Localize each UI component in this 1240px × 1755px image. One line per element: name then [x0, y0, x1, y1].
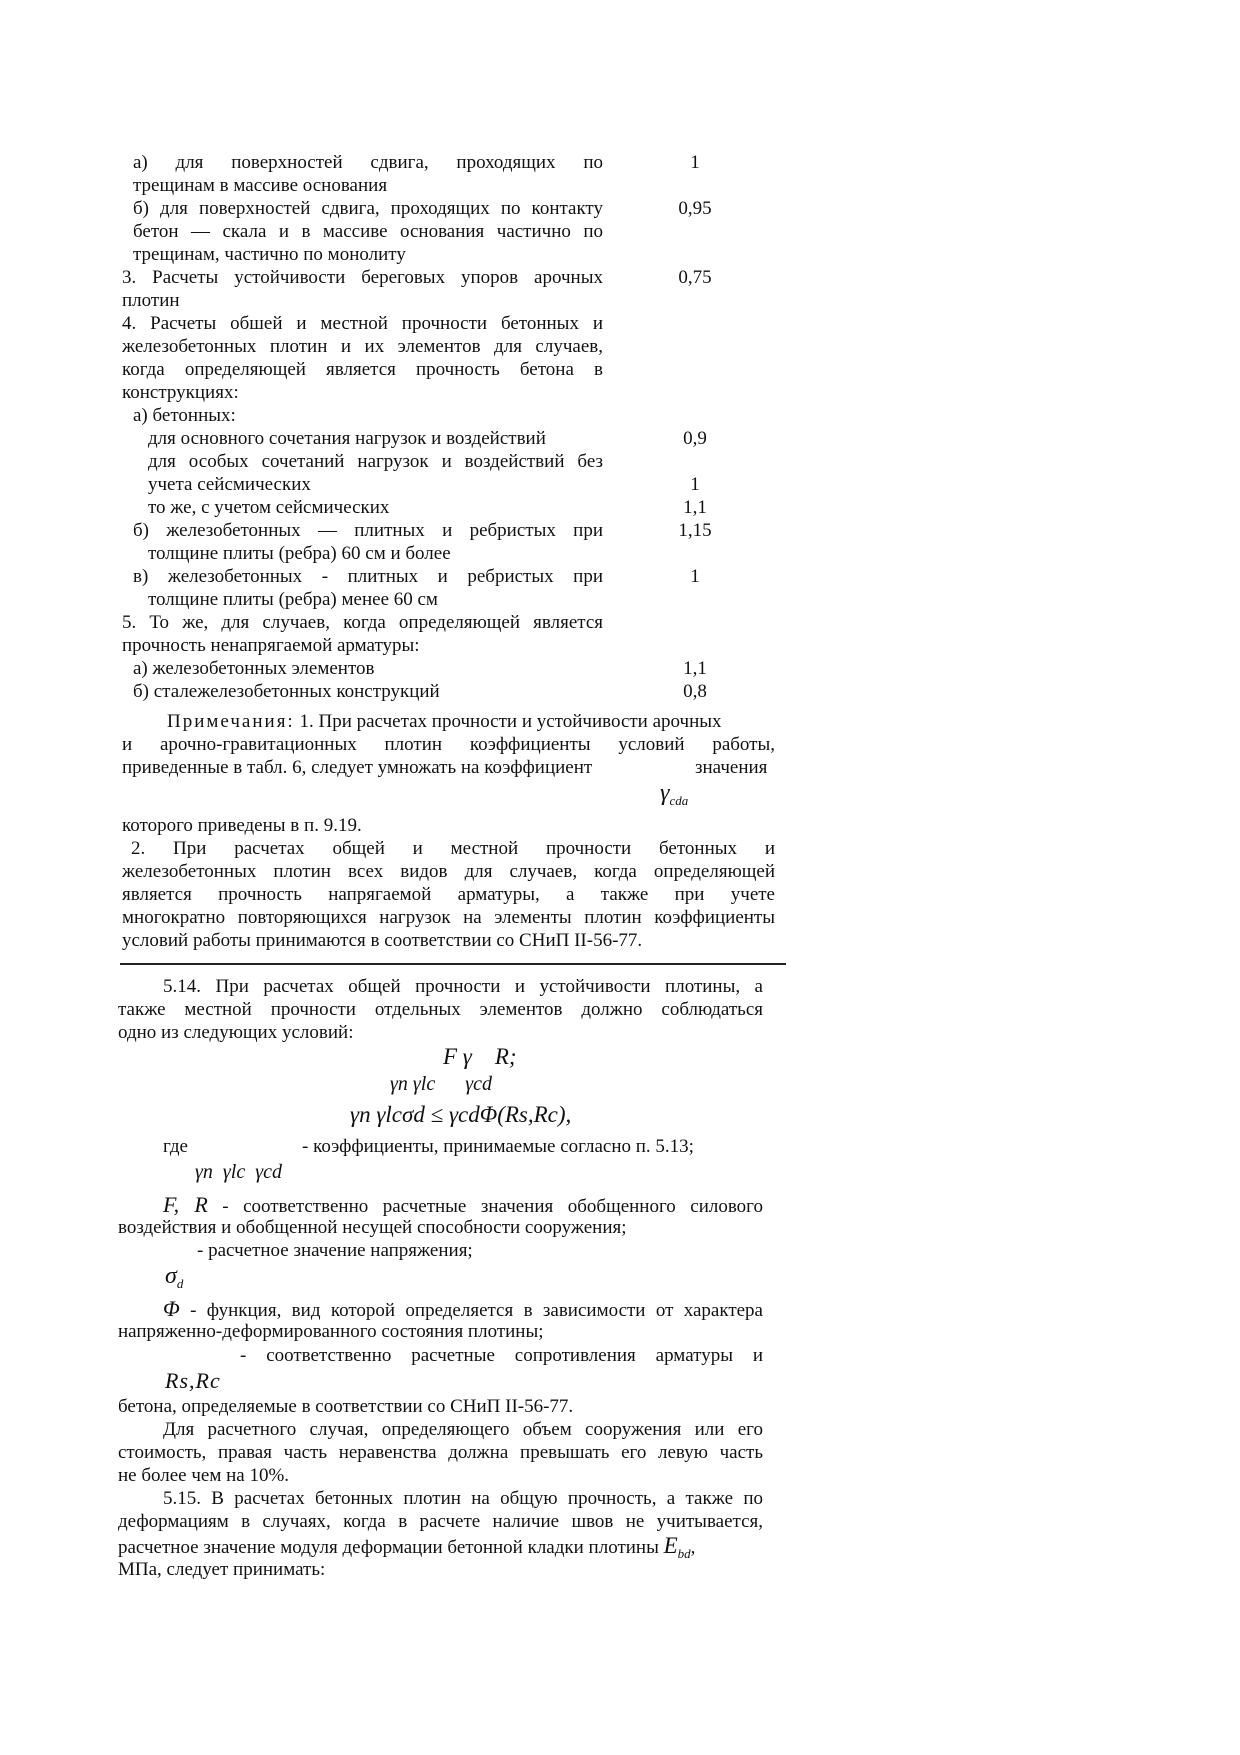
table-row-text: 3. Расчеты устойчивости береговых упоров арочных: [122, 267, 603, 288]
table-row-text: плотин: [122, 290, 180, 311]
formula-2: γn γlcσd ≤ γcdΦ(Rs,Rc),: [350, 1102, 572, 1127]
note1-text: 1. При расчетах прочности и устойчивости арочных: [294, 711, 722, 732]
table-row-text: а) железобетонных элементов: [133, 658, 375, 679]
table-row-value: 0,8: [683, 681, 707, 702]
clause-text: расчетное значение модуля деформации бетонной кладки плотины $E_{bd}$,: [118, 1533, 696, 1561]
note1-text: которого приведены в п. 9.19.: [122, 815, 362, 836]
note2-text: железобетонных плотин всех видов для случаев, когда определяющей: [122, 861, 775, 882]
gamma-coefficients-symbols: γn γlc γcd: [195, 1161, 282, 1183]
phi-definition-cont: напряженно-деформированного состояния плотины;: [118, 1321, 544, 1342]
rs-rc-symbols: Rs,Rc: [165, 1368, 221, 1393]
paragraph-text: не более чем на 10%.: [118, 1465, 290, 1486]
paragraph-text: Для расчетного случая, определяющего объем сооружения или его: [163, 1419, 763, 1440]
table-row-text: в) железобетонных - плитных и ребристых при: [133, 566, 603, 587]
note2-text: является прочность напрягаемой арматуры, а также при учете: [122, 884, 775, 905]
table-row-text: б) для поверхностей сдвига, проходящих по контакту: [133, 198, 603, 219]
clause-text: 5.15. В расчетах бетонных плотин на общую прочность, а также по: [163, 1488, 763, 1509]
table-row-text: бетон — скала и в массиве основания частично по: [133, 221, 603, 242]
notes-line: [122, 710, 775, 733]
horizontal-rule: [120, 963, 786, 965]
notes-label: Примечания:: [167, 711, 295, 732]
note1-text: и арочно-гравитационных плотин коэффициенты условий работы,: [122, 734, 775, 755]
table-row-text: учета сейсмических: [148, 474, 311, 495]
note2-text: условий работы принимаются в соответствии со СНиП II-56-77.: [122, 930, 643, 951]
formula-1: F γ R;: [443, 1044, 517, 1069]
note1-text: значения: [695, 757, 768, 778]
ebd-symbol: E: [663, 1533, 678, 1558]
clause-5-14: [0, 975, 1240, 1415]
clause-text: также местной прочности отдельных элементов должно соблюдаться: [118, 999, 763, 1020]
table-row-text: железобетонных плотин и их элементов для случаев,: [122, 336, 603, 357]
table-row-value: 0,9: [683, 428, 707, 449]
phi-definition: Φ - функция, вид которой определяется в зависимости от характера: [163, 1296, 763, 1321]
table-row-value: 1,1: [683, 658, 707, 679]
table-row-value: 1: [690, 566, 700, 587]
table-row-text: толщине плиты (ребра) 60 см и более: [148, 543, 451, 564]
table-row-value: 1,15: [678, 520, 712, 541]
table-row-text: трещинам, частично по монолиту: [133, 244, 406, 265]
clause-text: деформациям в случаях, когда в расчете наличие швов не учитывается,: [118, 1511, 763, 1532]
fr-symbols: F, R: [163, 1192, 208, 1217]
table-row-text: 5. То же, для случаев, когда определяющей является: [122, 612, 603, 633]
fr-definition-cont: воздействия и обобщенной несущей способности сооружения;: [118, 1217, 627, 1238]
table-row-text: толщине плиты (ребра) менее 60 см: [148, 589, 438, 610]
coefficient-table: [0, 0, 1240, 710]
clause-5-14-continued: [0, 1395, 1240, 1495]
paragraph-text: стоимость, правая часть неравенства должна превышать его левую часть: [118, 1442, 763, 1463]
formula-1-coefficients: γn γlc γcd: [390, 1073, 492, 1095]
table-row-value: 1,1: [683, 497, 707, 518]
fr-definition: F, R - соответственно расчетные значения обобщенного силового: [163, 1192, 764, 1217]
table-row-text: трещинам в массиве основания: [133, 175, 388, 196]
phi-symbol: Φ: [163, 1296, 180, 1321]
table-row-text: для основного сочетания нагрузок и воздействий: [148, 428, 546, 449]
table-row-text: а) для поверхностей сдвига, проходящих по: [133, 152, 603, 173]
table-row-value: 0,75: [678, 267, 712, 288]
table-row-text: 4. Расчеты обшей и местной прочности бетонных и: [122, 313, 603, 334]
note2-text: многократно повторяющихся нагрузок на элементы плотин коэффициенты: [122, 907, 775, 928]
table-row-text: конструкциях:: [122, 382, 239, 403]
table-row-text: а) бетонных:: [133, 405, 236, 426]
clause-text: МПа, следует принимать:: [118, 1559, 326, 1580]
table-row-text: прочность ненапрягаемой арматуры:: [122, 635, 420, 656]
note2-text: 2. При расчетах общей и местной прочности бетонных и: [131, 838, 775, 859]
table-notes: [0, 710, 1240, 960]
table-row-value: 0,95: [678, 198, 712, 219]
gamma-cda-symbol: $\gamma_{cda}$: [660, 780, 689, 808]
rs-definition-cont: бетона, определяемые в соответствии со СНиП II-56-77.: [118, 1396, 574, 1417]
note1-text: приведенные в табл. 6, следует умножать на коэффициент: [122, 757, 593, 778]
table-row-value: 1: [690, 474, 700, 495]
table-row-text: для особых сочетаний нагрузок и воздействий без: [148, 451, 603, 472]
clause-text: 5.14. При расчетах общей прочности и устойчивости плотины, а: [163, 976, 763, 997]
table-row-text: то же, с учетом сейсмических: [148, 497, 390, 518]
table-row-text: б) железобетонных — плитных и ребристых при: [133, 520, 603, 541]
clause-5-15: [0, 1487, 1240, 1597]
sigma-d-symbol: $\sigma_d$: [165, 1263, 184, 1291]
rs-definition: - соответственно расчетные сопротивления арматуры и: [240, 1345, 763, 1366]
table-row-text: б) сталежелезобетонных конструкций: [133, 681, 440, 702]
clause-text: одно из следующих условий:: [118, 1022, 354, 1043]
where-label: где: [163, 1136, 188, 1157]
sigma-definition: - расчетное значение напряжения;: [197, 1240, 473, 1261]
where-text: - коэффициенты, принимаемые согласно п. 5.13;: [302, 1136, 694, 1157]
table-row-value: 1: [690, 152, 700, 173]
table-row-text: когда определяющей является прочность бетона в: [122, 359, 603, 380]
